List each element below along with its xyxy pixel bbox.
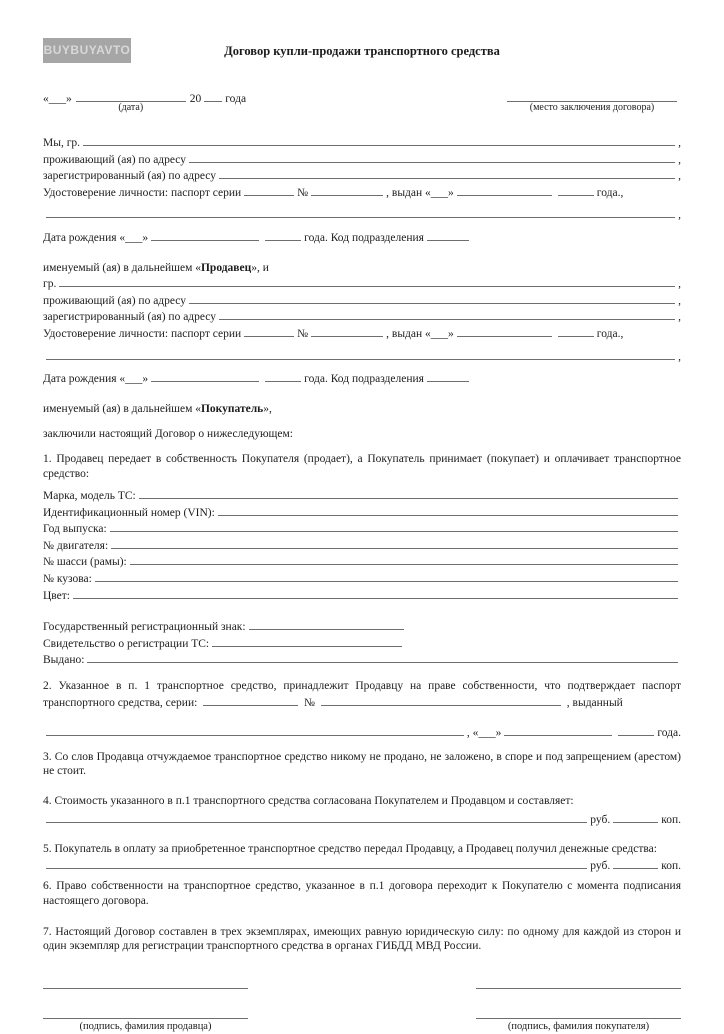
seller-birthdate-blank	[151, 229, 259, 241]
price-amount-blank	[46, 811, 587, 823]
buyer-address-blank	[189, 292, 675, 304]
reg-plate-row	[43, 618, 681, 635]
reg-issued-label: Выдано:	[43, 654, 85, 667]
brand-logo: BUYBUYAVTO	[43, 38, 131, 63]
clause-4: 4. Стоимость указанного в п.1 транспортного средства согласована Покупателем и Продавцом и составляет:	[43, 795, 574, 807]
registration-details	[43, 618, 681, 668]
comma: ,	[678, 170, 681, 183]
number-sign: №	[297, 186, 309, 199]
clause-7: 7. Настоящий Договор составлен в трех экземплярах, имеющих равную юридическую силу: по одному для каждой из сторон и один экземпляр для регистрации транспортного средства в органах ГИБДД МВД России.	[43, 925, 681, 953]
reg-issued-blank	[87, 651, 678, 663]
buyer-designation-name: Покупатель	[200, 402, 264, 415]
buyer-signature-block	[476, 976, 681, 1034]
seller-address-label: проживающий (ая) по адресу	[43, 153, 186, 166]
document-title: Договор купли-продажи транспортного средства	[224, 44, 500, 58]
buyer-address-label: проживающий (ая) по адресу	[43, 294, 186, 307]
vehicle-chassis-row	[43, 553, 681, 570]
seller-name-blank	[83, 134, 675, 146]
buyer-name-label: гр.	[43, 278, 57, 291]
pts-date-quotes: , «___»	[466, 727, 502, 740]
seller-passport-issued-label: , выдан «___»	[386, 186, 454, 199]
buyer-passport-month-blank	[457, 325, 552, 337]
seller-passport-month-blank	[457, 184, 552, 196]
clause-6: 6. Право собственности на транспортное средство, указанное в п.1 договора переходит к Покупателю с момента подписания настоящего договора.	[43, 880, 681, 907]
seller-address-row	[43, 151, 681, 168]
vehicle-body-label: № кузова:	[43, 573, 92, 586]
signature-section	[43, 976, 681, 1034]
vehicle-color-row	[43, 587, 681, 604]
seller-name-label: Мы, гр.	[43, 137, 81, 149]
date-group	[43, 90, 246, 114]
buyer-designation-prefix: именуемый (ая) в дальнейшем «	[43, 402, 201, 415]
clause-2-lead: 2. Указанное в п. 1 транспортное средство, принадлежит Продавцу на праве собственности, что подтверждает паспорт транспортного средства, серии:	[43, 680, 681, 709]
vehicle-make-blank	[139, 487, 678, 499]
vehicle-year-blank	[110, 520, 678, 532]
buyer-birthdate-blank	[151, 370, 259, 382]
buyer-birthdate-label: Дата рождения «___»	[43, 373, 149, 386]
clause-3: 3. Со слов Продавца отчуждаемое транспортное средство никому не продано, не заложено, в споре и под запрещением (арестом) не стоит.	[43, 750, 681, 778]
buyer-registration-blank	[219, 308, 675, 320]
buyer-passport-number-blank	[311, 325, 383, 337]
concluded-line: заключили настоящий Договор о нижеследующем:	[43, 428, 293, 441]
seller-birthyear-blank	[265, 229, 301, 241]
buyer-passport-year-blank	[558, 325, 594, 337]
place-group	[503, 90, 681, 114]
vehicle-vin-blank	[218, 504, 678, 516]
comma: ,	[678, 311, 681, 324]
clause-2-issuer-row	[43, 724, 681, 741]
vehicle-chassis-label: № шасси (рамы):	[43, 556, 127, 569]
document-header	[43, 38, 681, 68]
seller-designation-name: Продавец	[200, 261, 252, 274]
vehicle-engine-row	[43, 537, 681, 554]
vehicle-color-blank	[73, 587, 678, 599]
reg-plate-blank	[249, 618, 404, 630]
buyer-signature-line-2	[476, 1006, 681, 1019]
buyer-passport-row	[43, 325, 681, 342]
year-prefix: 20	[189, 93, 202, 105]
seller-extra-blank	[46, 206, 675, 218]
price-kopeck-blank	[613, 811, 658, 823]
vehicle-vin-row	[43, 504, 681, 521]
vehicle-color-label: Цвет:	[43, 589, 70, 602]
seller-birthdate-row	[43, 229, 681, 246]
seller-designation	[43, 261, 681, 276]
comma: ,	[678, 278, 681, 291]
rub-label: руб.	[590, 813, 611, 826]
seller-passport-series-blank	[244, 184, 294, 196]
reg-plate-label: Государственный регистрационный знак:	[43, 621, 246, 634]
buyer-division-code-blank	[427, 370, 469, 382]
clause-1: 1. Продавец передает в собственность Покупателя (продает), а Покупатель принимает (покупает) и оплачивает транспортное средство:	[43, 452, 681, 480]
place-caption: (место заключения договора)	[529, 102, 655, 113]
seller-registration-label: зарегистрированный (ая) по адресу	[43, 170, 216, 183]
number-sign: №	[304, 696, 316, 709]
rub-label: руб.	[590, 859, 611, 872]
buyer-name-row	[43, 275, 681, 292]
vehicle-vin-label: Идентификационный номер (VIN):	[43, 506, 215, 519]
buyer-passport-series-blank	[244, 325, 294, 337]
seller-designation-suffix: », и	[251, 261, 269, 274]
seller-extra-row	[43, 206, 681, 223]
vehicle-body-row	[43, 570, 681, 587]
number-sign: №	[297, 327, 309, 340]
payment-amount-blank	[46, 857, 587, 869]
vehicle-engine-label: № двигателя:	[43, 539, 109, 552]
vehicle-year-label: Год выпуска:	[43, 523, 107, 536]
buyer-registration-label: зарегистрированный (ая) по адресу	[43, 311, 216, 324]
place-blank-group	[507, 90, 677, 114]
vehicle-chassis-blank	[130, 553, 678, 565]
comma: ,	[678, 153, 681, 166]
clause-4-amount-row	[43, 811, 681, 828]
seller-passport-label: Удостоверение личности: паспорт серии	[43, 186, 242, 199]
buyer-designation-suffix: »,	[263, 402, 272, 415]
pts-number-blank	[321, 694, 561, 706]
payment-kopeck-blank	[613, 857, 658, 869]
year-word: года	[225, 93, 247, 105]
seller-address-blank	[189, 151, 675, 163]
reg-issued-row	[43, 651, 681, 668]
pts-year-word: года.	[657, 727, 681, 740]
date-blank-group	[76, 90, 186, 114]
day-quotes: «___»	[43, 93, 72, 105]
seller-passport-year-word: года.,	[596, 186, 624, 199]
seller-signature-line-1	[43, 976, 248, 989]
pts-series-blank	[203, 694, 298, 706]
buyer-passport-issued-label: , выдан «___»	[386, 327, 454, 340]
date-blank-line	[76, 90, 186, 102]
buyer-birthdate-row	[43, 370, 681, 387]
seller-registration-row	[43, 167, 681, 184]
vehicle-engine-blank	[111, 537, 678, 549]
clause-2-issued-label: , выданный	[566, 696, 623, 709]
seller-registration-blank	[219, 167, 675, 179]
buyer-signature-caption: (подпись, фамилия покупателя)	[507, 1020, 650, 1032]
seller-birthdate-tail: года. Код подразделения	[304, 231, 424, 244]
place-blank-line	[507, 90, 677, 102]
pts-month-blank	[504, 724, 612, 736]
buyer-signature-line-1	[476, 976, 681, 989]
kop-label: коп.	[661, 859, 681, 872]
seller-division-code-blank	[427, 229, 469, 241]
reg-cert-blank	[212, 635, 402, 647]
buyer-birthyear-blank	[265, 370, 301, 382]
pts-issuer-blank	[46, 724, 464, 736]
vehicle-body-blank	[95, 570, 678, 582]
seller-name-row	[43, 134, 681, 151]
buyer-registration-row	[43, 308, 681, 325]
buyer-name-blank	[59, 275, 675, 287]
vehicle-year-row	[43, 520, 681, 537]
seller-passport-row	[43, 184, 681, 201]
seller-signature-line-2	[43, 1006, 248, 1019]
year-blank-line	[204, 90, 222, 102]
buyer-birthdate-tail: года. Код подразделения	[304, 373, 424, 386]
vehicle-make-label: Марка, модель ТС:	[43, 490, 136, 503]
vehicle-make-row	[43, 487, 681, 504]
buyer-extra-blank	[46, 348, 675, 360]
comma: ,	[678, 294, 681, 307]
buyer-passport-year-word: года.,	[596, 327, 624, 340]
seller-passport-number-blank	[311, 184, 383, 196]
seller-signature-block	[43, 976, 248, 1034]
buyer-designation	[43, 402, 681, 417]
seller-signature-caption: (подпись, фамилия продавца)	[79, 1020, 212, 1032]
buyer-extra-row	[43, 348, 681, 365]
dateline	[43, 90, 681, 114]
seller-designation-prefix: именуемый (ая) в дальнейшем «	[43, 261, 201, 274]
comma: ,	[678, 137, 681, 149]
seller-birthdate-label: Дата рождения «___»	[43, 231, 149, 244]
clause-2	[43, 679, 681, 710]
buyer-passport-label: Удостоверение личности: паспорт серии	[43, 327, 242, 340]
kop-label: коп.	[661, 813, 681, 826]
seller-passport-year-blank	[558, 184, 594, 196]
clause-5: 5. Покупатель в оплату за приобретенное транспортное средство передал Продавцу, а Продавец получил денежные средства:	[43, 843, 657, 856]
vehicle-details	[43, 487, 681, 603]
date-caption: (дата)	[118, 102, 144, 113]
buyer-address-row	[43, 292, 681, 309]
reg-cert-label: Свидетельство о регистрации ТС:	[43, 637, 210, 650]
comma: ,	[678, 209, 681, 222]
comma: ,	[678, 350, 681, 363]
clause-5-amount-row	[43, 857, 681, 874]
reg-cert-row	[43, 635, 681, 652]
pts-year-blank	[618, 724, 654, 736]
